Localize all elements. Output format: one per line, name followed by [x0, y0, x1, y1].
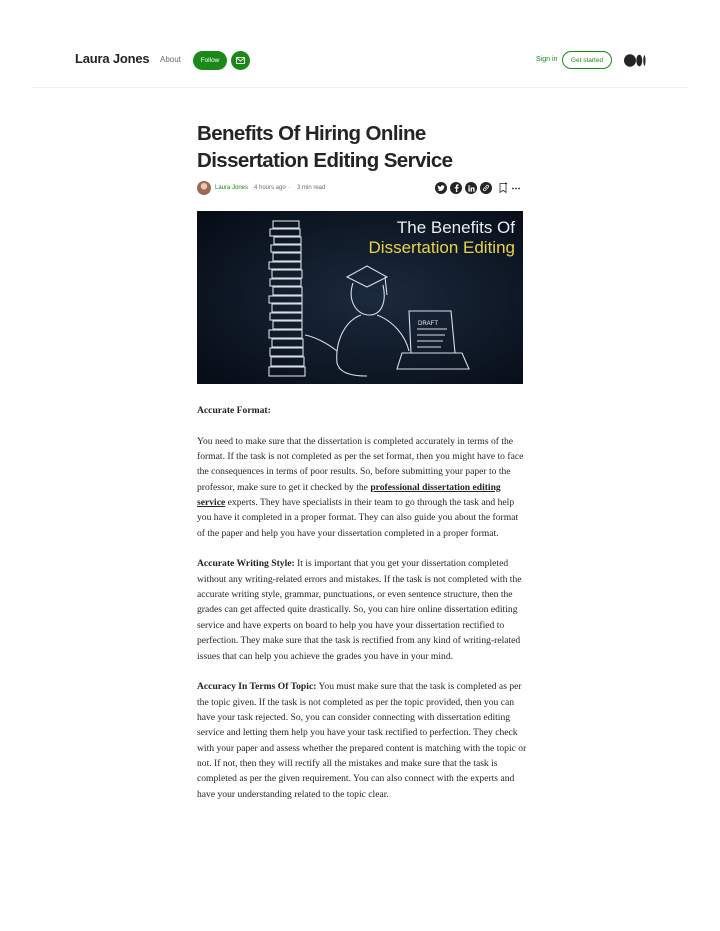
paragraph	[197, 434, 527, 541]
paragraph-text: experts. They have specialists in their team to go through the task and help you have it completed in a proper format. They can also guide you about the format of the paper and help you have your dissertation completed in a proper format.	[197, 497, 519, 539]
section-heading: Accuracy In Terms Of Topic:	[197, 681, 317, 693]
paragraph	[197, 679, 527, 802]
share-twitter-button[interactable]	[435, 182, 447, 194]
paragraph	[197, 556, 527, 663]
hero-draft-label: DRAFT	[418, 321, 438, 327]
subscribe-email-button[interactable]	[231, 51, 250, 70]
author-avatar[interactable]	[197, 181, 211, 195]
paragraph-text: It is important that you get your dissertation completed without any writing-related errors and mistakes. If the task is not completed with the accurate writing style, grammar, punctuations, or even sentence structure, then the grades can get affected quite drastically. So, you can hire online dissertation editing service and have experts on board to help you have your dissertation rectified to perfection. They make sure that the task is rectified from any kind of writing-related issues that can help you achieve the grades you have in your mind.	[197, 558, 522, 662]
follow-button[interactable]: Follow	[193, 51, 227, 70]
mail-icon	[236, 57, 245, 64]
hero-image	[197, 211, 523, 384]
top-bar	[0, 0, 720, 88]
linkedin-icon	[468, 185, 475, 192]
bookmark-icon[interactable]	[498, 182, 508, 194]
share-facebook-button[interactable]	[450, 182, 462, 194]
copy-link-button[interactable]	[480, 182, 492, 194]
get-started-button[interactable]: Get started	[562, 51, 612, 69]
section-heading: Accurate Writing Style:	[197, 558, 295, 570]
hero-caption-line1: The Benefits Of	[396, 218, 515, 237]
about-link[interactable]: About	[160, 55, 181, 64]
author-name[interactable]: Laura Jones	[215, 185, 249, 191]
header-divider	[32, 87, 688, 88]
read-time: 3 min read	[297, 185, 326, 191]
share-linkedin-button[interactable]	[465, 182, 477, 194]
hero-caption-line2: Dissertation Editing	[368, 238, 515, 257]
more-icon[interactable]	[511, 182, 521, 194]
link-icon	[482, 184, 490, 192]
medium-logo-icon[interactable]	[624, 54, 646, 67]
paragraph	[197, 403, 527, 418]
twitter-icon	[437, 185, 445, 192]
article-body	[197, 403, 527, 817]
facebook-icon	[454, 184, 459, 192]
paragraph-text: You need to make sure that the dissertation is completed accurately in terms of the format. If the task is not completed as per the set format, then you might have to face the consequences in terms of poor results. So, before submitting your paper to the professor, make sure to get it checked by the	[197, 435, 524, 493]
publication-brand[interactable]: Laura Jones	[75, 51, 150, 66]
article-title: Benefits Of Hiring Online Dissertation Editing Service	[197, 122, 453, 172]
paragraph-text: You must make sure that the task is completed as per the topic given. If the task is not completed as per the topic provided, then you can have your task rejected. So, you can consider connecting with dissertation editing service and letting them help you have your task rectified to perfection. They check with your paper and assess whether the prepared content is matching with the topic or not. If not, then they will rectify all the mistakes and make sure that the task is completed as per the given requirement. You can also connect with the experts and have your understanding related to the topic clear.	[197, 681, 527, 800]
publish-time: 4 hours ago	[254, 185, 286, 191]
sign-in-link[interactable]: Sign in	[536, 56, 558, 63]
professional-editing-link[interactable]: professional dissertation editing service	[197, 481, 501, 509]
article-meta	[197, 181, 523, 195]
section-heading: Accurate Format:	[197, 405, 271, 416]
meta-separator: ·	[288, 185, 290, 191]
